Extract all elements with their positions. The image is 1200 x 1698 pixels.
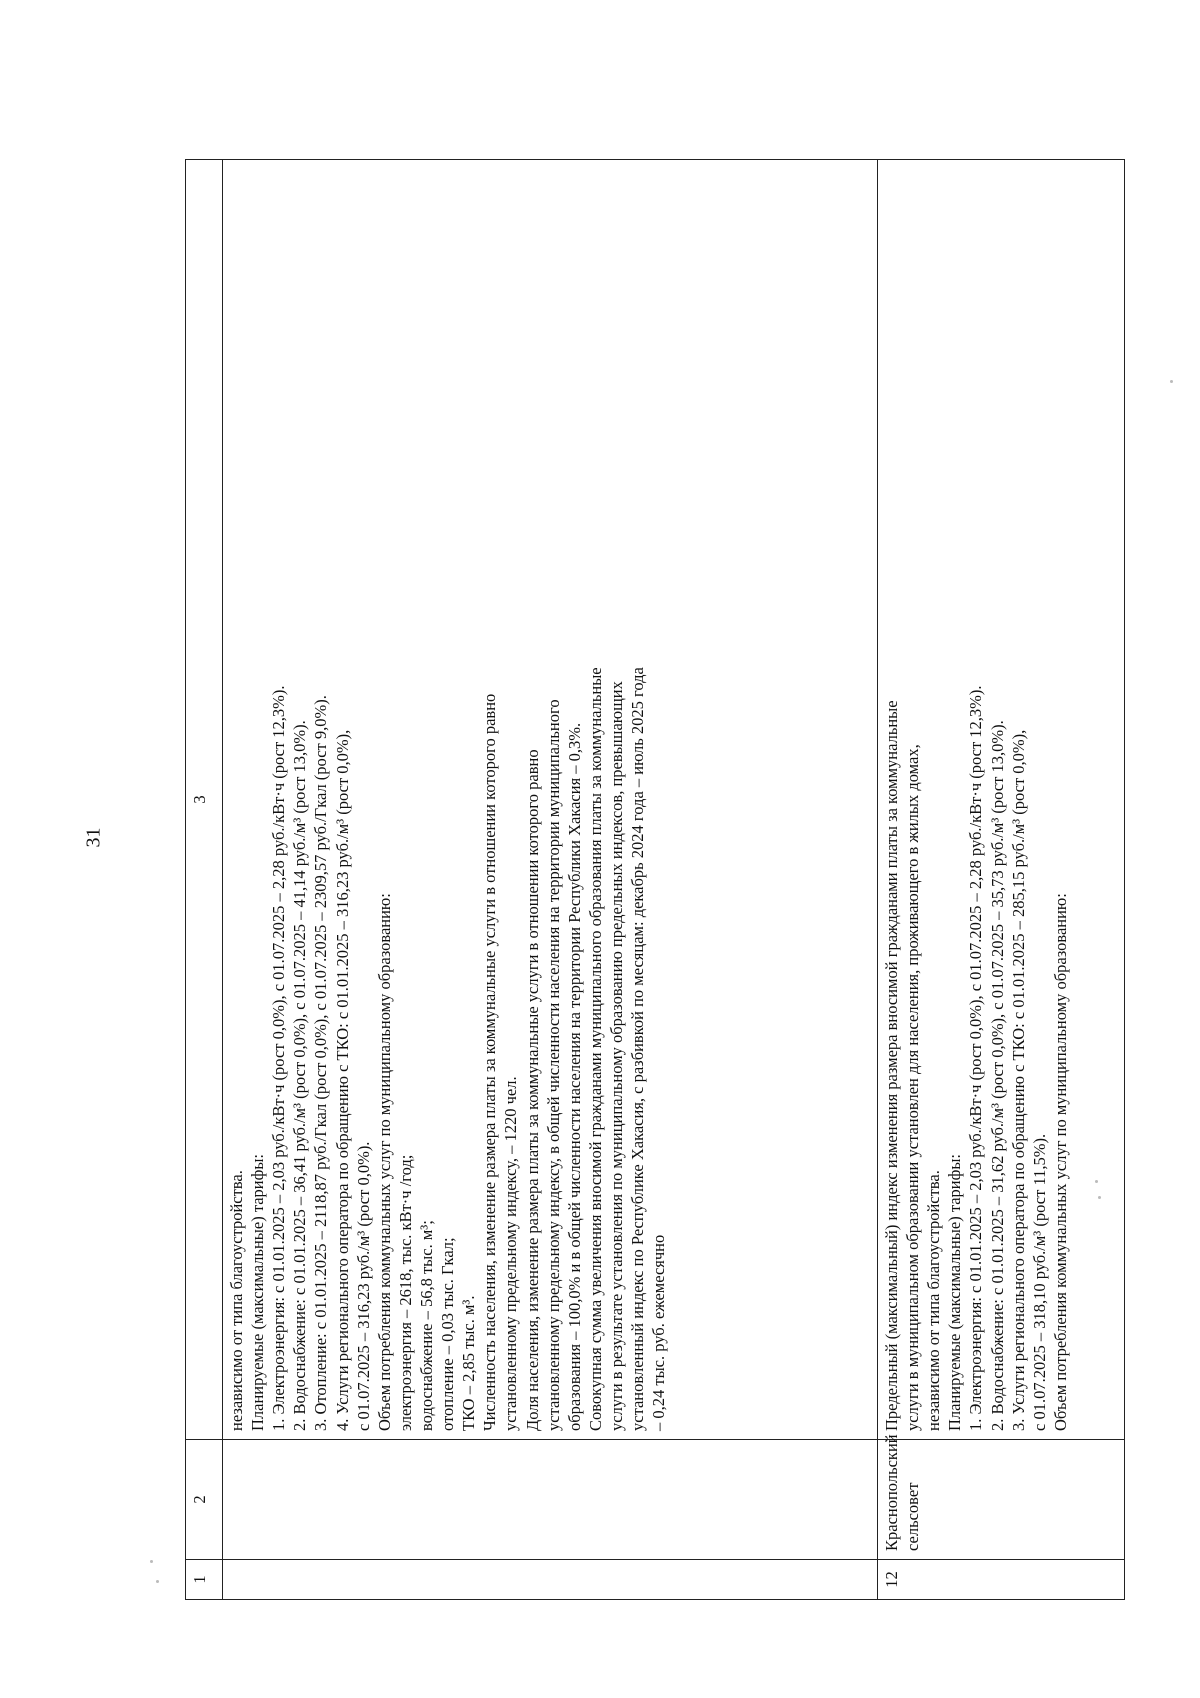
row-number: 12 xyxy=(878,1560,1125,1600)
description-line: установленный индекс по Республике Хакасия, с разбивкой по месяцам: декабрь 2024 года – июль 2025 года xyxy=(628,667,648,1431)
description-line: услуги в муниципальном образовании установлен для населения, проживающего в жилых домах, xyxy=(903,744,923,1431)
page-number: 31 xyxy=(82,827,105,848)
description-line: Планируемые (максимальные) тарифы: xyxy=(945,1154,965,1431)
description-line: установленному предельному индексу, в общей численности населения на территории муниципального xyxy=(543,699,563,1431)
tariff-table xyxy=(185,159,1125,1600)
description-line: отопление – 0,03 тыс. Гкал; xyxy=(438,1237,458,1431)
description-line: образования – 100,0% и в общей численности населения на территории Республики Хакасия – 0,3%. xyxy=(564,722,584,1431)
scan-speck xyxy=(150,1560,153,1563)
row-description xyxy=(223,160,878,1440)
description-line: 2. Водоснабжение: с 01.01.2025 – 31,62 руб./м³ (рост 0,0%), с 01.07.2025 – 35,73 руб./м³ (рост 13,0%). xyxy=(987,720,1007,1431)
description-line: Доля населения, изменение размера платы за коммунальные услуги в отношении которого равно xyxy=(522,749,542,1431)
description-line: – 0,24 тыс. руб. ежемесячно xyxy=(649,1234,669,1431)
description-line: водоснабжение – 56,8 тыс. м³; xyxy=(416,1220,436,1431)
row-number xyxy=(223,1560,878,1600)
description-line: Численность населения, изменение размера платы за коммунальные услуги в отношении которого равно xyxy=(480,693,500,1431)
description-line: 4. Услуги регионального оператора по обращению с ТКО: с 01.01.2025 – 316,23 руб./м³ (рост 0,0%), xyxy=(332,729,352,1431)
description-line: независимо от типа благоустройства. xyxy=(924,1170,944,1431)
scan-speck xyxy=(1098,1196,1101,1199)
description-line: Объем потребления коммунальных услуг по муниципальному образованию: xyxy=(1050,893,1070,1431)
scan-speck xyxy=(1170,380,1173,383)
header-row xyxy=(186,160,223,1600)
municipality-name: Краснопольский сельсовет xyxy=(878,1440,1125,1560)
row-description xyxy=(878,160,1125,1440)
description-line: независимо от типа благоустройства. xyxy=(227,1170,246,1431)
header-col-2: 2 xyxy=(186,1440,223,1560)
description-line: 1. Электроэнергия: с 01.01.2025 – 2,03 руб./кВт·ч (рост 0,0%), с 01.07.2025 – 2,28 руб./кВт·ч (рост 12,3%). xyxy=(966,685,986,1431)
description-line: установленному предельному индексу, – 1220 чел. xyxy=(501,1076,521,1431)
scan-speck xyxy=(1095,1180,1098,1183)
scan-speck xyxy=(156,1580,159,1583)
description-line: Совокупная сумма увеличения вносимой гражданами муниципального образования платы за коммунальные xyxy=(585,667,605,1431)
table-row xyxy=(878,160,1125,1600)
description-line: с 01.07.2025 – 316,23 руб./м³ (рост 0,0%). xyxy=(353,1141,373,1431)
header-col-1: 1 xyxy=(186,1560,223,1600)
rotated-page-content xyxy=(185,160,1115,1600)
table-row xyxy=(223,160,878,1600)
description-line: 2. Водоснабжение: с 01.01.2025 – 36,41 руб./м³ (рост 0,0%), с 01.07.2025 – 41,14 руб./м³ (рост 13,0%). xyxy=(290,720,310,1431)
description-line: 1. Электроэнергия: с 01.01.2025 – 2,03 руб./кВт·ч (рост 0,0%), с 01.07.2025 – 2,28 руб./кВт·ч (рост 12,3%). xyxy=(269,685,289,1431)
municipality-name xyxy=(223,1440,878,1560)
description-line: Планируемые (максимальные) тарифы: xyxy=(248,1154,268,1431)
description-line: 3. Отопление: с 01.01.2025 – 2118,87 руб./Гкал (рост 0,0%), с 01.07.2025 – 2309,57 руб./Гкал (рост 9,0%). xyxy=(311,695,331,1431)
description-line: Предельный (максимальный) индекс изменения размера вносимой гражданами платы за коммунальные xyxy=(882,700,901,1431)
description-line: электроэнергия – 2618, тыс. кВт·ч /год; xyxy=(395,1154,415,1431)
description-line: Объем потребления коммунальных услуг по муниципальному образованию: xyxy=(374,893,394,1431)
description-line: 3. Услуги регионального оператора по обращению с ТКО: с 01.01.2025 – 285,15 руб./м³ (рост 0,0%), xyxy=(1008,729,1028,1431)
description-line: услуги в результате установления по муниципальному образованию предельных индексов, превышающих xyxy=(606,681,626,1431)
description-line: ТКО – 2,85 тыс. м³. xyxy=(459,1295,479,1431)
description-line: с 01.07.2025 – 318,10 руб./м³ (рост 11,5%). xyxy=(1029,1133,1049,1431)
header-col-3: 3 xyxy=(186,160,223,1440)
